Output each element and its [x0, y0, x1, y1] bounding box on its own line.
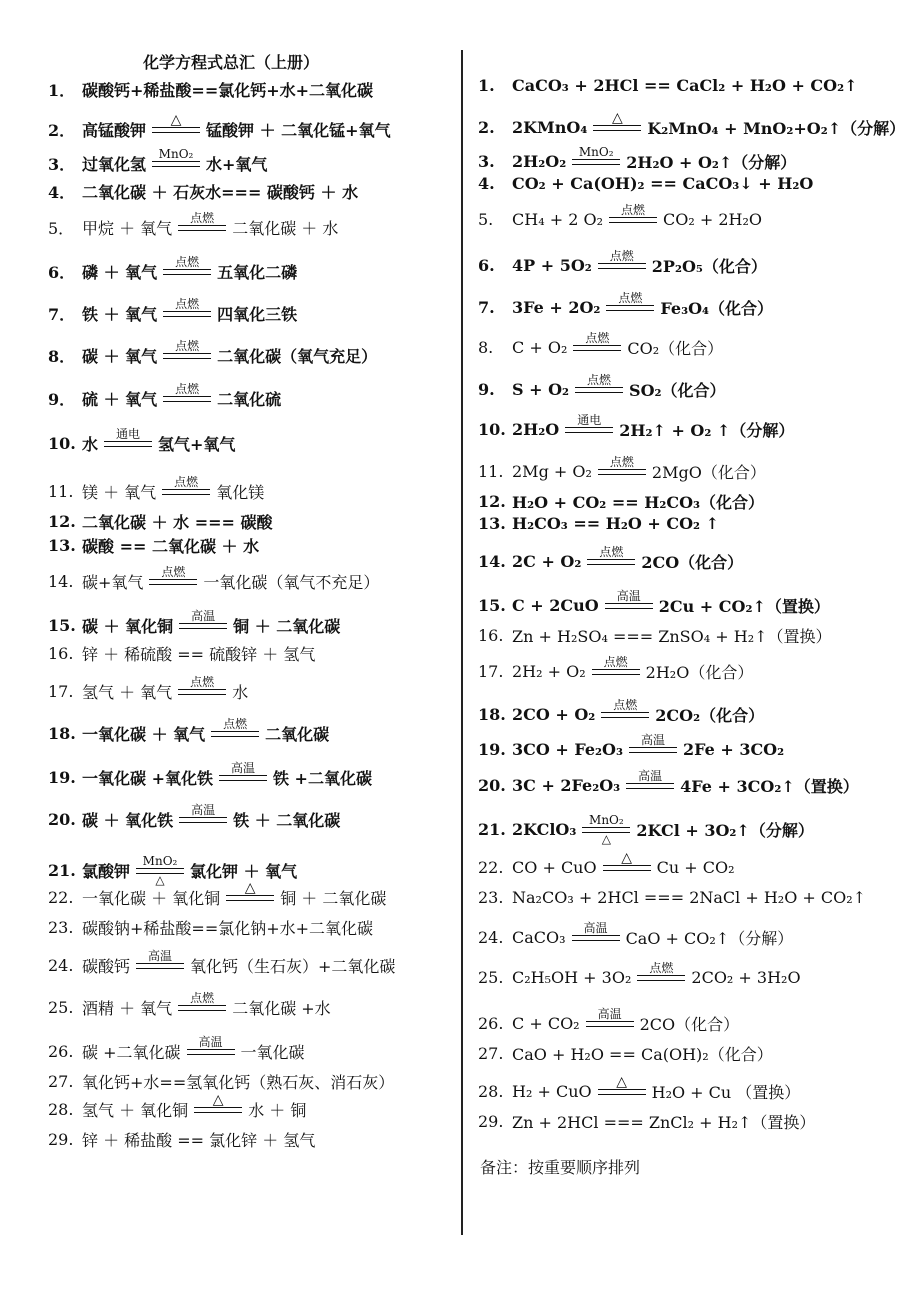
equation-products: 4Fe + 3CO₂↑（置换） — [680, 777, 859, 796]
equation-reactants: Zn + H₂SO₄ === ZnSO₄ + H₂↑（置换） — [512, 627, 832, 646]
equation-reactants: 碳 +二氧化碳 — [82, 1043, 181, 1062]
reaction-condition: 高温 — [629, 734, 677, 753]
equation-reactants: Na₂CO₃ + 2HCl === 2NaCl + H₂O + CO₂↑ — [512, 888, 867, 907]
equation-line — [48, 1128, 315, 1151]
reaction-condition: △ — [598, 1076, 646, 1095]
reaction-condition: 点燃 — [598, 250, 646, 269]
equation-number: 4． — [48, 183, 76, 202]
equation-reactants: C + O₂ — [512, 338, 568, 357]
reaction-condition: 点燃 — [637, 962, 685, 981]
equation-line — [478, 203, 762, 229]
equation-reactants: 水 — [82, 435, 99, 454]
reaction-condition: △ — [152, 114, 200, 133]
equation-reactants: 碳酸 == 二氧化碳 ＋ 水 — [82, 537, 260, 556]
equation-products: 2CO（化合） — [641, 553, 744, 572]
equation-number: 25. — [478, 968, 504, 987]
equation-reactants: 碳酸钙 — [82, 957, 131, 976]
equation-reactants: C₂H₅OH + 3O₂ — [512, 968, 632, 987]
equation-number: 7. — [478, 298, 495, 317]
equation-number: 28. — [48, 1100, 74, 1119]
equation-number: 26. — [478, 1014, 504, 1033]
equation-number: 13. — [48, 536, 76, 555]
equation-reactants: 碳+氧气 — [82, 573, 144, 592]
equation-products: 五氧化二磷 — [217, 263, 298, 282]
equation-products: CaO + CO₂↑（分解） — [625, 929, 794, 948]
reaction-condition: △ — [194, 1094, 242, 1113]
equation-reactants: 2KMnO₄ — [512, 118, 588, 137]
equation-line — [48, 1035, 305, 1063]
equation-line — [48, 991, 331, 1019]
equation-line — [478, 655, 754, 683]
reaction-condition: 点燃 — [178, 992, 226, 1011]
reaction-condition: 点燃 — [592, 656, 640, 675]
equation-number: 29. — [478, 1112, 504, 1131]
equation-number: 11. — [48, 482, 74, 501]
equation-number: 18. — [478, 705, 506, 724]
equation-products: 氢气+氧气 — [158, 435, 236, 454]
reaction-condition: 点燃 — [598, 456, 646, 475]
equation-line — [48, 147, 268, 175]
reaction-condition: 点燃 — [149, 566, 197, 585]
equation-products: 2H₂O（化合） — [645, 663, 754, 682]
equation-products: 水 ＋ 铜 — [248, 1101, 307, 1120]
equation-line — [48, 339, 378, 367]
equation-line — [48, 297, 298, 325]
equation-number: 16. — [48, 644, 74, 663]
equation-number: 21. — [478, 820, 506, 839]
equation-reactants: 铁 ＋ 氧气 — [82, 305, 158, 324]
equation-number: 10. — [478, 420, 506, 439]
equation-number: 22. — [48, 888, 74, 907]
equation-number: 20. — [478, 776, 506, 795]
reaction-condition: △ — [603, 852, 651, 871]
reaction-condition: 高温 — [605, 590, 653, 609]
equation-products: SO₂（化合） — [629, 381, 726, 400]
equation-number: 26. — [48, 1042, 74, 1061]
equation-products: 2Cu + CO₂↑（置换） — [658, 597, 830, 616]
equation-line — [478, 850, 735, 877]
equation-products: 二氧化碳 — [265, 725, 330, 744]
equation-products: 一氧化碳（氧气不充足） — [203, 573, 380, 592]
reaction-condition: 高温 — [179, 804, 227, 823]
reaction-condition: 高温 — [219, 762, 267, 781]
equation-number: 21. — [48, 861, 76, 880]
equation-reactants: 碳酸钙+稀盐酸==氯化钙+水+二氧化碳 — [82, 81, 374, 100]
equation-products: 2CO₂ + 3H₂O — [691, 968, 801, 987]
equation-products: 二氧化碳 +水 — [232, 999, 331, 1018]
equation-line — [478, 733, 785, 759]
page-title: 化学方程式总汇（上册） — [143, 53, 320, 72]
equation-products: 2CO₂（化合） — [655, 706, 765, 725]
equation-line — [48, 803, 341, 831]
equation-reactants: 3C + 2Fe₂O₃ — [512, 776, 621, 795]
equation-products: 铁 +二氧化碳 — [272, 769, 372, 788]
equation-number: 24. — [478, 928, 504, 947]
equation-reactants: 镁 ＋ 氧气 — [82, 483, 157, 502]
equation-number: 22. — [478, 858, 504, 877]
equation-reactants: H₂CO₃ == H₂O + CO₂ ↑ — [512, 514, 720, 533]
equation-number: 6． — [48, 263, 76, 282]
equation-number: 16. — [478, 626, 504, 645]
equation-reactants: 2H₂O — [512, 420, 560, 439]
equation-reactants: 碳 ＋ 氧化铜 — [82, 617, 174, 636]
reaction-condition: 高温 — [136, 950, 184, 969]
reaction-condition: 高温 — [187, 1036, 235, 1055]
equation-products: 2P₂O₅（化合） — [651, 257, 767, 276]
equation-line — [478, 490, 764, 513]
reaction-condition: MnO₂ — [572, 146, 620, 165]
equation-products: CO₂ + 2H₂O — [662, 210, 762, 229]
equation-products: H₂O + Cu （置换） — [651, 1083, 801, 1102]
reaction-condition: 点燃 — [163, 298, 211, 317]
equation-products: 2H₂O + O₂↑（分解） — [626, 153, 797, 172]
reaction-condition: 高温 — [586, 1008, 634, 1027]
equation-reactants: 碳酸钠+稀盐酸==氯化钠+水+二氧化碳 — [82, 919, 374, 938]
equation-line — [48, 475, 265, 503]
reaction-condition: MnO₂ △ — [582, 814, 630, 845]
equation-line — [48, 180, 358, 203]
equation-products: 水 — [232, 683, 249, 702]
equation-number: 19. — [478, 740, 506, 759]
equation-number: 2． — [48, 121, 76, 140]
equation-number: 2. — [478, 118, 495, 137]
equation-number: 3． — [48, 155, 76, 174]
equation-line — [478, 921, 794, 949]
reaction-condition: MnO₂ △ — [136, 855, 184, 886]
equation-products: 氧化钙（生石灰）+二氧化碳 — [190, 957, 396, 976]
column-divider — [461, 50, 463, 1235]
reaction-condition: △ — [593, 112, 641, 131]
equation-reactants: 二氧化碳 ＋ 石灰水=== 碳酸钙 ＋ 水 — [82, 183, 359, 202]
reaction-condition: 点燃 — [606, 292, 654, 311]
equation-products: 铜 ＋ 二氧化碳 — [233, 617, 341, 636]
equation-line — [48, 675, 249, 703]
equation-line — [478, 698, 765, 726]
equation-reactants: 一氧化碳 ＋ 氧化铜 — [82, 889, 221, 908]
equation-line — [478, 961, 801, 987]
equation-reactants: 3Fe + 2O₂ — [512, 298, 601, 317]
equation-products: K₂MnO₄ + MnO₂+O₂↑（分解） — [647, 119, 906, 138]
equation-reactants: 氢气 ＋ 氧化铜 — [82, 1101, 189, 1120]
equation-line — [478, 291, 774, 319]
equation-reactants: 甲烷 ＋ 氧气 — [82, 219, 173, 238]
equation-products: 氯化钾 ＋ 氧气 — [190, 862, 298, 881]
reaction-condition: 点燃 — [178, 676, 226, 695]
equation-products: 二氧化碳（氧气充足） — [217, 347, 378, 366]
equation-number: 6. — [478, 256, 495, 275]
equation-line — [478, 145, 797, 173]
equation-number: 19. — [48, 768, 76, 787]
equation-reactants: 二氧化碳 ＋ 水 === 碳酸 — [82, 513, 273, 532]
equation-number: 23. — [48, 918, 74, 937]
equation-number: 5． — [48, 219, 75, 238]
equation-reactants: 氯酸钾 — [82, 862, 131, 881]
equation-line — [478, 174, 813, 193]
equation-line — [48, 510, 273, 533]
equation-reactants: 一氧化碳 ＋ 氧气 — [82, 725, 206, 744]
equation-number: 28. — [478, 1082, 504, 1101]
equation-products: 铁 ＋ 二氧化碳 — [233, 811, 341, 830]
equation-products: 2H₂↑ + O₂ ↑（分解） — [619, 421, 795, 440]
equation-products: 氧化镁 — [216, 483, 265, 502]
equation-products: 2CO（化合） — [639, 1015, 740, 1034]
equation-line — [478, 514, 719, 533]
equation-number: 1. — [478, 76, 495, 95]
equation-line — [478, 1007, 740, 1035]
equation-reactants: C + 2CuO — [512, 596, 599, 615]
equation-line — [48, 427, 236, 455]
equation-products: 四氧化三铁 — [217, 305, 298, 324]
reaction-condition: 通电 — [565, 414, 613, 433]
equation-number: 15. — [478, 596, 506, 615]
equation-line — [478, 545, 744, 573]
equation-number: 8． — [48, 347, 76, 366]
equation-reactants: 磷 ＋ 氧气 — [82, 263, 158, 282]
equation-line — [478, 769, 859, 797]
equation-reactants: 2H₂ + O₂ — [512, 662, 586, 681]
equation-products: 二氧化硫 — [217, 390, 282, 409]
equation-line — [48, 916, 373, 939]
equation-products: 2Fe + 3CO₂ — [682, 740, 785, 759]
equation-reactants: 2C + O₂ — [512, 552, 582, 571]
reaction-condition: 高温 — [572, 922, 620, 941]
reaction-condition: 高温 — [179, 610, 227, 629]
reaction-condition: 点燃 — [163, 383, 211, 402]
equation-line — [48, 880, 387, 909]
equation-number: 24. — [48, 956, 74, 975]
equation-reactants: CaCO₃ + 2HCl == CaCl₂ + H₂O + CO₂↑ — [512, 76, 858, 95]
equation-line — [478, 455, 766, 483]
equation-number: 15. — [48, 616, 76, 635]
equation-reactants: 氧化钙+水==氢氧化钙（熟石灰、消石灰） — [82, 1073, 395, 1092]
equation-products: 一氧化碳 — [240, 1043, 305, 1062]
reaction-condition: 点燃 — [211, 718, 259, 737]
equation-reactants: 硫 ＋ 氧气 — [82, 390, 158, 409]
reaction-condition: 点燃 — [575, 374, 623, 393]
equation-reactants: 2Mg + O₂ — [512, 462, 592, 481]
equation-line — [48, 949, 396, 977]
equation-reactants: CO₂ + Ca(OH)₂ == CaCO₃↓ + H₂O — [512, 174, 814, 193]
equation-number: 13. — [478, 514, 506, 533]
equation-reactants: S + O₂ — [512, 380, 570, 399]
equation-line — [48, 609, 341, 637]
equation-line — [48, 255, 298, 283]
reaction-condition: 点燃 — [587, 546, 635, 565]
equation-number: 3. — [478, 152, 495, 171]
equation-line — [48, 534, 259, 557]
equation-line — [48, 78, 373, 101]
equation-line — [478, 1042, 773, 1065]
equation-number: 9． — [48, 390, 76, 409]
equation-line — [48, 112, 391, 141]
equation-reactants: CaCO₃ — [512, 928, 566, 947]
equation-reactants: CH₄ + 2 O₂ — [512, 210, 603, 229]
equation-number: 7． — [48, 305, 76, 324]
equation-products: 水+氧气 — [206, 155, 268, 174]
equation-reactants: 2H₂O₂ — [512, 152, 567, 171]
equation-number: 17. — [478, 662, 504, 681]
equation-line — [478, 624, 832, 647]
equation-reactants: 锌 ＋ 稀盐酸 == 氯化锌 ＋ 氢气 — [82, 1131, 316, 1150]
reaction-condition: 通电 — [104, 428, 152, 447]
equation-line — [478, 888, 866, 907]
equation-line — [478, 331, 724, 359]
equation-reactants: H₂ + CuO — [512, 1082, 592, 1101]
equation-line — [478, 110, 906, 139]
equation-line — [478, 373, 726, 401]
equation-reactants: 高锰酸钾 — [82, 121, 147, 140]
equation-line — [48, 382, 282, 410]
equation-products: 铜 ＋ 二氧化碳 — [280, 889, 387, 908]
equation-reactants: C + CO₂ — [512, 1014, 580, 1033]
equation-products: 二氧化碳 ＋ 水 — [232, 219, 339, 238]
equation-line — [48, 1092, 307, 1121]
equation-reactants: Zn + 2HCl === ZnCl₂ + H₂↑（置换） — [512, 1113, 816, 1132]
equation-number: 14. — [478, 552, 506, 571]
equation-reactants: 氢气 ＋ 氧气 — [82, 683, 173, 702]
equation-reactants: CaO + H₂O == Ca(OH)₂（化合） — [512, 1045, 773, 1064]
equation-number: 12. — [478, 492, 506, 511]
equation-number: 1． — [48, 81, 76, 100]
equation-reactants: H₂O + CO₂ == H₂CO₃（化合） — [512, 493, 765, 512]
equation-line — [478, 76, 858, 95]
equation-products: 2MgO（化合） — [651, 463, 766, 482]
reaction-condition: 点燃 — [609, 204, 657, 223]
footnote: 备注：按重要顺序排列 — [480, 1158, 641, 1177]
equation-reactants: 碳 ＋ 氧化铁 — [82, 811, 174, 830]
equation-number: 25. — [48, 998, 74, 1017]
reaction-condition: MnO₂ — [152, 148, 200, 167]
equation-line — [48, 211, 339, 239]
equation-products: Cu + CO₂ — [656, 858, 735, 877]
equation-line — [478, 814, 814, 845]
equation-number: 27. — [48, 1072, 74, 1091]
equation-products: Fe₃O₄（化合） — [660, 299, 774, 318]
equation-reactants: 2CO + O₂ — [512, 705, 596, 724]
equation-line — [48, 761, 372, 789]
equation-reactants: 酒精 ＋ 氧气 — [82, 999, 173, 1018]
equation-number: 8. — [478, 338, 494, 357]
equation-number: 14. — [48, 572, 74, 591]
equation-reactants: CO + CuO — [512, 858, 597, 877]
reaction-condition: 点燃 — [163, 340, 211, 359]
equation-number: 20. — [48, 810, 76, 829]
reaction-condition: 点燃 — [573, 332, 621, 351]
equation-products: 锰酸钾 ＋ 二氧化锰+氧气 — [206, 121, 391, 140]
reaction-condition: 点燃 — [178, 212, 226, 231]
reaction-condition: 点燃 — [601, 699, 649, 718]
equation-number: 9. — [478, 380, 495, 399]
equation-reactants: 4P + 5O₂ — [512, 256, 592, 275]
equation-reactants: 2KClO₃ — [512, 820, 577, 839]
equation-number: 27. — [478, 1044, 504, 1063]
equation-number: 11. — [478, 462, 504, 481]
equation-reactants: 锌 ＋ 稀硫酸 == 硫酸锌 ＋ 氢气 — [82, 645, 316, 664]
reaction-condition: 点燃 — [162, 476, 210, 495]
equation-number: 17. — [48, 682, 74, 701]
equation-line — [478, 1074, 801, 1103]
equation-number: 12. — [48, 512, 76, 531]
equation-products: CO₂（化合） — [627, 339, 724, 358]
equation-line — [48, 565, 380, 593]
equation-line — [478, 413, 795, 441]
equation-number: 10. — [48, 434, 76, 453]
equation-reactants: 3CO + Fe₂O₃ — [512, 740, 623, 759]
equation-number: 18. — [48, 724, 76, 743]
equation-reactants: 碳 ＋ 氧气 — [82, 347, 158, 366]
equation-line — [48, 717, 330, 745]
equation-line — [478, 249, 767, 277]
equation-reactants: 过氧化氢 — [82, 155, 147, 174]
equation-line — [48, 642, 315, 665]
equation-number: 4. — [478, 174, 495, 193]
equation-line — [478, 1110, 815, 1133]
equation-reactants: 一氧化碳 +氧化铁 — [82, 769, 213, 788]
reaction-condition: 点燃 — [163, 256, 211, 275]
equation-number: 5. — [478, 210, 494, 229]
reaction-condition: △ — [226, 882, 274, 901]
equation-line — [48, 1070, 394, 1093]
equation-number: 29. — [48, 1130, 74, 1149]
equation-products: 2KCl + 3O₂↑（分解） — [636, 821, 814, 840]
equation-line — [478, 589, 830, 617]
reaction-condition: 高温 — [626, 770, 674, 789]
equation-number: 23. — [478, 888, 504, 907]
